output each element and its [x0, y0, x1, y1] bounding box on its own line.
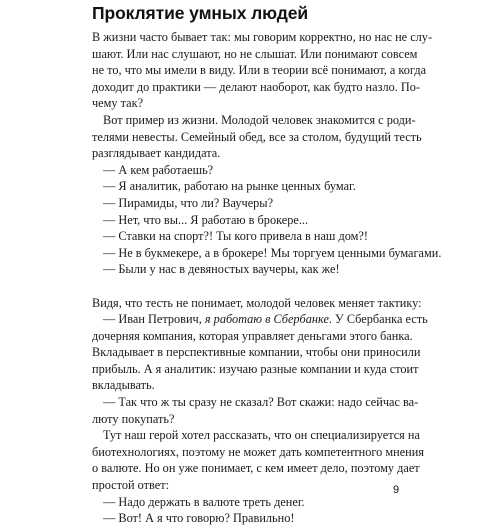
text-line	[92, 427, 432, 444]
text-line-content: разглядывает кандидата.	[92, 146, 221, 161]
paragraph-gap	[92, 278, 432, 295]
text-line-content: — А кем работаешь?	[103, 162, 214, 177]
text-line-continuation: . У Сбербанка есть	[328, 312, 428, 327]
text-line-content: Видя, что тесть не понимает, молодой человек меняет тактику:	[92, 295, 422, 310]
text-line-content: шают. Или нас слушают, но не слышат. Или понимают совсем	[92, 46, 418, 61]
text-line-content: прибыль. А я аналитик: изучаю разные компании и куда стоит	[92, 361, 419, 376]
text-line-content: — Не в букмекере, а в брокере! Мы торгуем ценными бумагами.	[103, 245, 442, 260]
text-line	[92, 79, 432, 96]
text-line	[92, 46, 432, 63]
text-line	[92, 261, 432, 278]
text-line	[92, 344, 432, 361]
italic-phrase: я работаю в Сбербанке	[204, 312, 329, 327]
text-line-content: — Иван Петрович,	[103, 312, 205, 327]
text-line-content: биотехнологиях, поэтому не может дать компетентного мнения	[92, 444, 424, 459]
text-line-content: доходит до практики — делают наоборот, как будто назло. По-	[92, 79, 420, 94]
text-line	[92, 212, 432, 229]
text-line-content: — Вот! А я что говорю? Правильно!	[103, 511, 295, 526]
text-line-content: — Надо держать в валюте треть денег.	[103, 494, 305, 509]
text-line-content: — Пирамиды, что ли? Ваучеры?	[103, 195, 274, 210]
text-line-content: люту покупать?	[92, 411, 175, 426]
text-line	[92, 95, 432, 112]
text-line	[92, 245, 442, 262]
text-line	[92, 145, 432, 162]
text-line-content: вкладывать.	[92, 378, 155, 393]
text-line	[92, 62, 432, 79]
text-line-content: Вот пример из жизни. Молодой человек знакомится с роди-	[103, 112, 416, 127]
text-line	[92, 494, 432, 511]
text-line	[92, 394, 432, 411]
text-line	[92, 411, 432, 428]
text-line	[92, 444, 432, 461]
text-line-content: — Я аналитик, работаю на рынке ценных бумаг.	[103, 179, 356, 194]
text-line-content: не то, что мы имели в виду. Или в теории всё понимают, а когда	[92, 63, 427, 78]
body-text	[92, 29, 442, 527]
text-line-content: чему так?	[92, 96, 144, 111]
text-line-content: — Были у нас в девяностых ваучеры, как же!	[103, 262, 340, 277]
text-line	[92, 510, 432, 527]
text-line-content: Вкладывает в перспективные компании, чтобы они приносили	[92, 345, 421, 360]
text-line	[92, 328, 432, 345]
text-line-content: — Ставки на спорт?! Ты кого привела в наш дом?!	[103, 229, 368, 244]
text-line	[92, 112, 432, 129]
text-line	[92, 311, 432, 328]
text-line-content: — Нет, что вы... Я работаю в брокере...	[103, 212, 309, 227]
text-line	[92, 129, 432, 146]
text-line-content: простой ответ:	[92, 478, 169, 493]
text-line	[92, 178, 432, 195]
chapter-title: Проклятие умных людей	[92, 3, 309, 23]
text-line-content: дочерняя компания, которая управляет деньгами этого банка.	[92, 328, 413, 343]
text-line	[92, 477, 432, 494]
text-line	[92, 361, 432, 378]
text-line-content: Тут наш герой хотел рассказать, что он специализируется на	[103, 428, 420, 443]
text-line	[92, 29, 432, 46]
text-line	[92, 460, 432, 477]
text-line	[92, 228, 432, 245]
text-line-content: о валюте. Но он уже понимает, с кем имеет дело, поэтому дает	[92, 461, 420, 476]
text-line	[92, 295, 432, 312]
text-line	[92, 162, 432, 179]
text-line	[92, 377, 432, 394]
text-line-content: телями невесты. Семейный обед, все за столом, будущий тесть	[92, 129, 422, 144]
text-line-content: — Так что ж ты сразу не сказал? Вот скажи: надо сейчас ва-	[103, 395, 419, 410]
page-number: 9	[393, 484, 400, 496]
text-line	[92, 195, 432, 212]
text-line-content: В жизни часто бывает так: мы говорим корректно, но нас не слу-	[92, 30, 433, 44]
